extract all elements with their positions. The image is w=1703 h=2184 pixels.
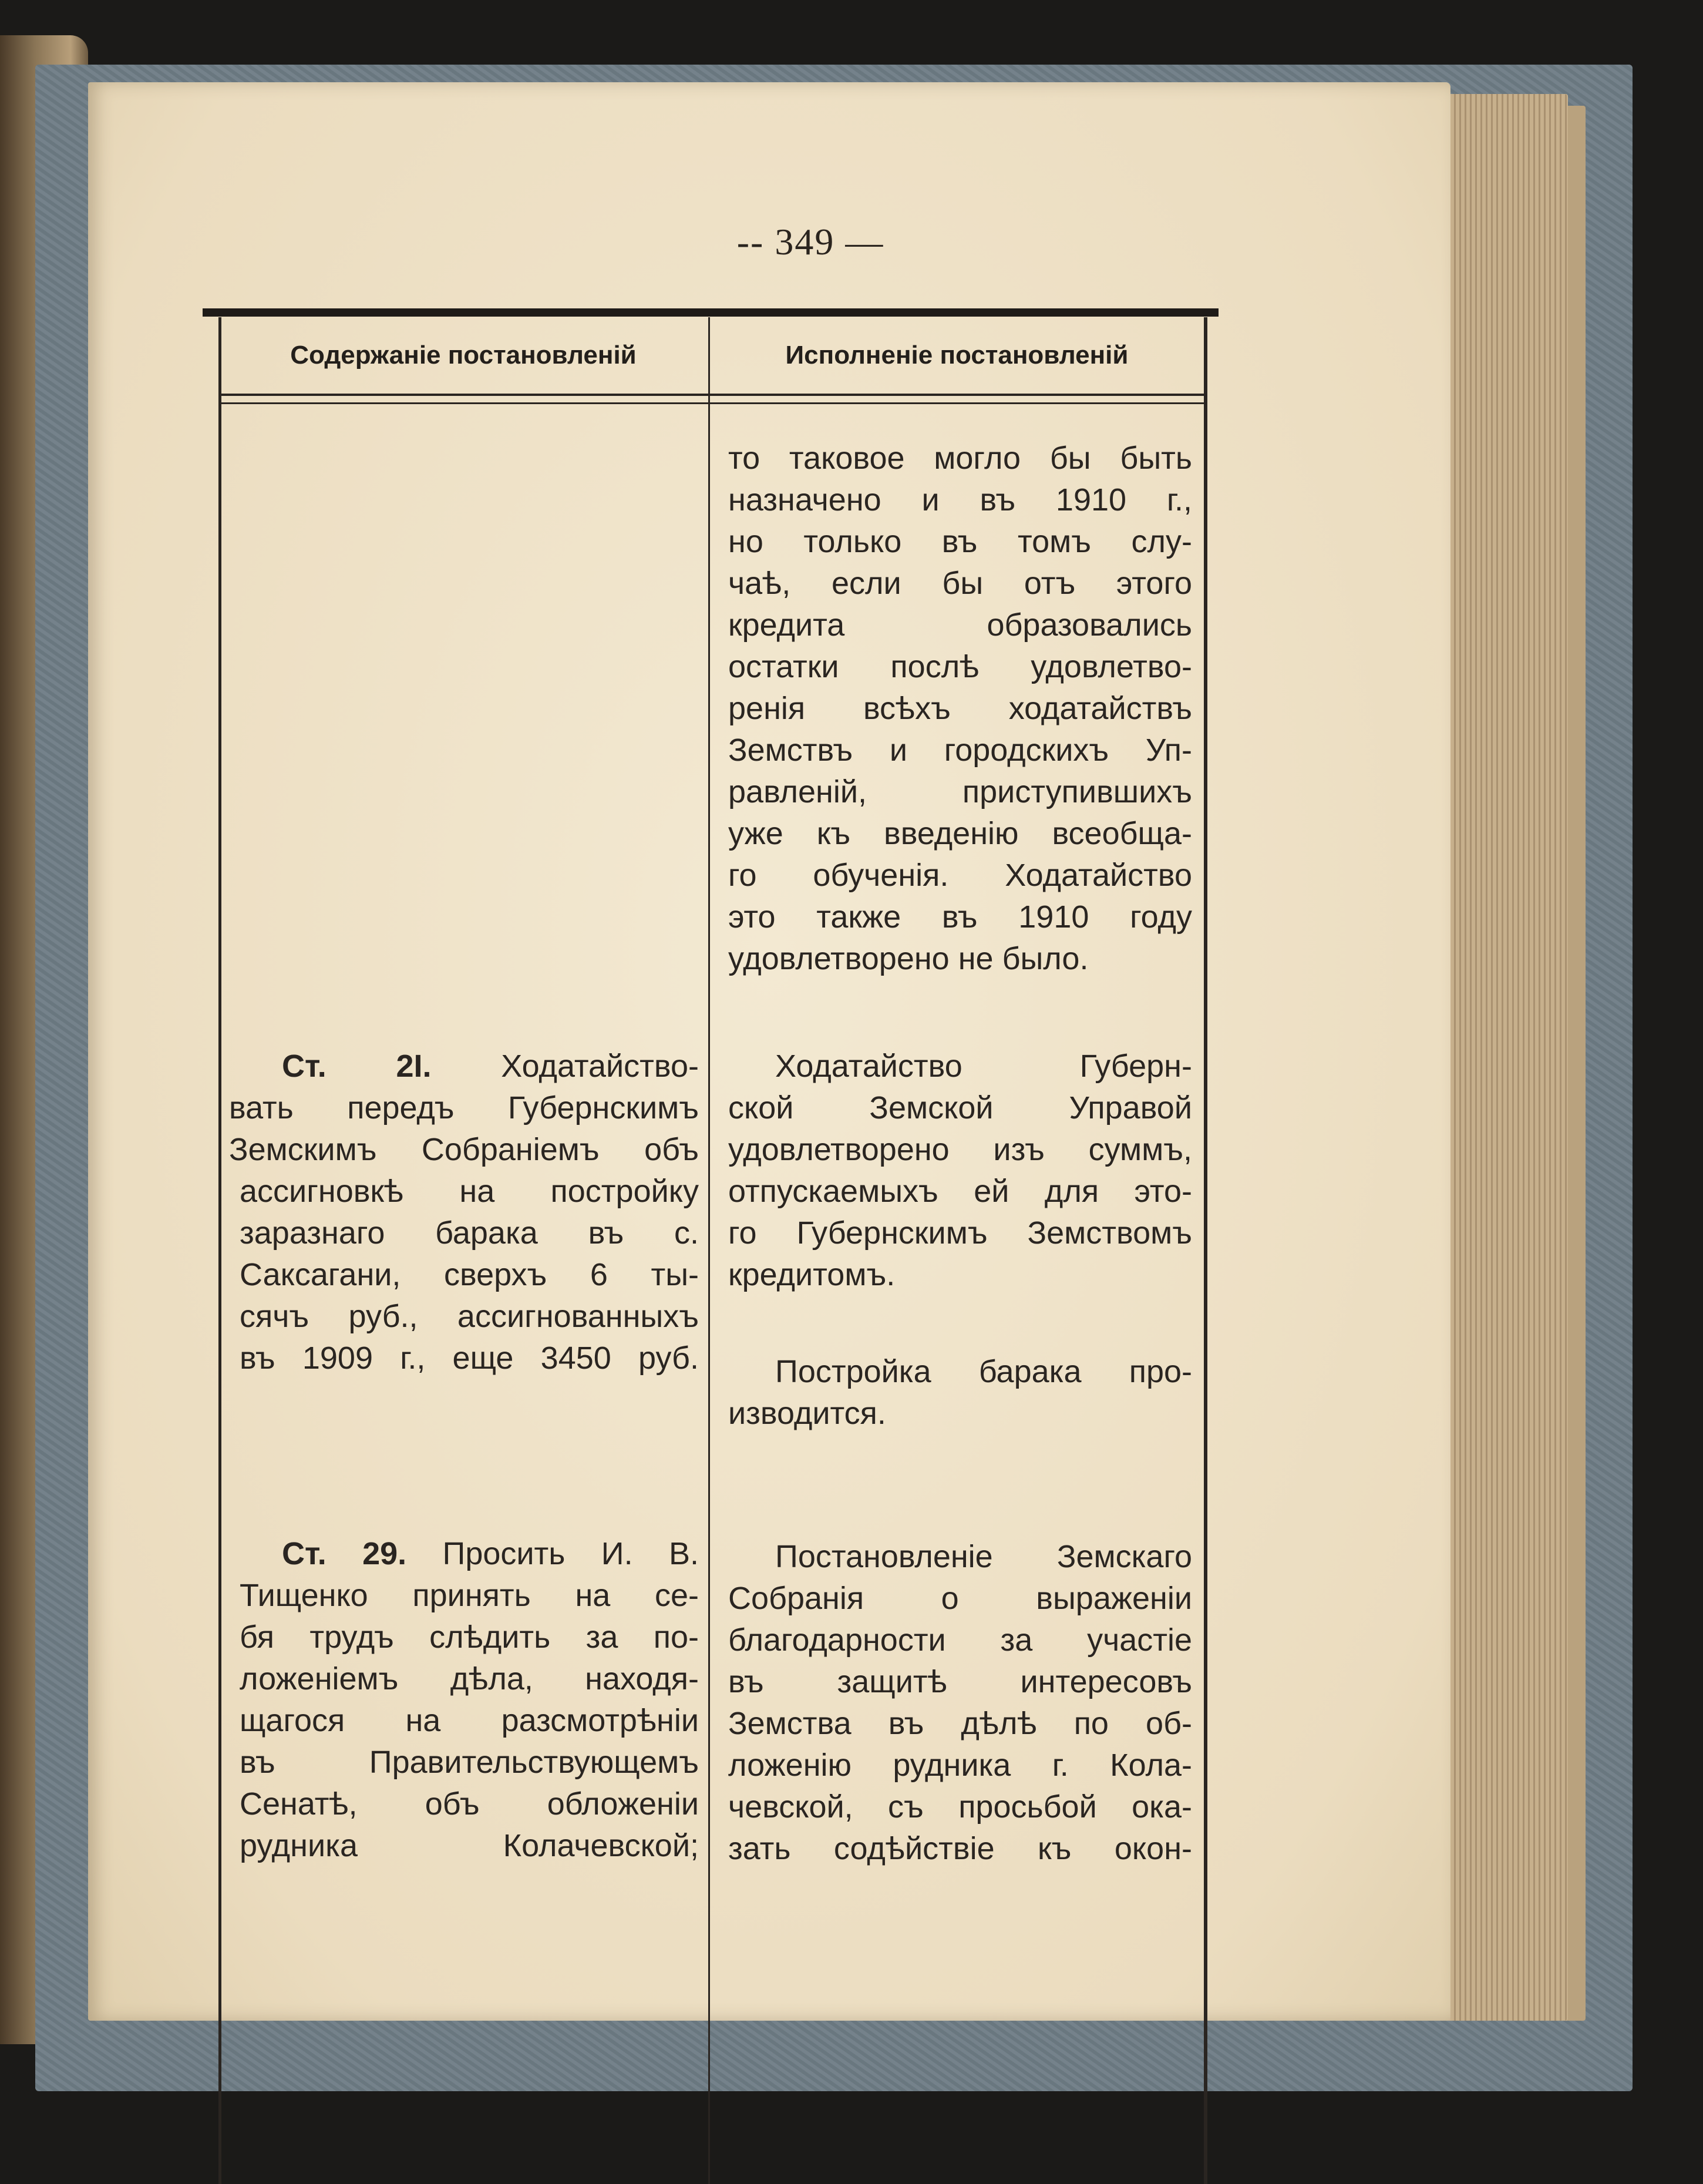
text-line: остатки послѣ удовлетво-: [728, 649, 1192, 684]
text-line: ложеніемъ дѣла, находя-: [240, 1661, 699, 1696]
text-line: заразнаго барака въ с.: [240, 1215, 699, 1251]
text-line: Земства въ дѣлѣ по об-: [728, 1706, 1192, 1741]
article-number: Ст. 29.: [282, 1536, 407, 1571]
text-line: но только въ томъ слу-: [728, 524, 1192, 559]
text-line: это также въ 1910 году: [728, 899, 1192, 935]
text-line: кредитомъ.: [728, 1257, 896, 1292]
text-line: чевской, съ просьбой ока-: [728, 1789, 1192, 1825]
table-right-border: [1204, 317, 1207, 2184]
column-header-execution: Исполненіе постановленій: [785, 341, 1129, 369]
text-line: чаѣ, если бы отъ этого: [728, 566, 1192, 601]
text-line: ренія всѣхъ ходатайствъ: [728, 691, 1192, 726]
text-line: рудника Колачевской;: [240, 1828, 699, 1863]
text-line: Саксагани, сверхъ 6 ты-: [240, 1257, 699, 1292]
text-line: бя трудъ слѣдить за по-: [240, 1619, 699, 1655]
text-line: удовлетворено изъ суммъ,: [728, 1132, 1192, 1167]
text-line: въ Правительствующемъ: [240, 1745, 699, 1780]
text-line: въ защитѣ интересовъ: [728, 1664, 1192, 1699]
article-number: Ст. 2І.: [282, 1049, 432, 1084]
text-line: Сенатѣ, объ обложеніи: [240, 1786, 699, 1822]
text-line: го обученія. Ходатайство: [728, 858, 1192, 893]
execution-paragraph-3: [728, 1351, 1192, 1434]
text-line: равленій, приступившихъ: [728, 774, 1192, 809]
header-rule-double: [218, 402, 1207, 404]
text-line: Постановленіе Земскаго: [775, 1539, 1192, 1574]
text-line: ской Земской Управой: [728, 1090, 1192, 1125]
text-line: Собранія о выраженіи: [728, 1581, 1192, 1616]
text-line: зать содѣйствіе къ окон-: [728, 1831, 1192, 1866]
execution-paragraph-4: [728, 1536, 1192, 1870]
resolution-article-29: [229, 1533, 699, 1867]
table-left-border: [218, 317, 221, 2184]
text-line: [229, 1046, 699, 1087]
text-line: кредита образовались: [728, 607, 1192, 643]
text-segment: Ходатайство-: [501, 1049, 699, 1084]
text-line: сячъ руб., ассигнованныхъ: [240, 1299, 699, 1334]
text-line: то таковое могло бы быть: [728, 441, 1192, 476]
text-line: щагося на разсмотрѣніи: [240, 1703, 699, 1738]
text-line: вать передъ Губернскимъ: [229, 1090, 699, 1125]
text-line: ассигновкѣ на постройку: [240, 1174, 699, 1209]
table-column-divider: [708, 317, 710, 2184]
text-line: отпускаемыхъ ей для это-: [728, 1174, 1192, 1209]
column-header-contents: Содержаніе постановленій: [290, 341, 637, 369]
text-line: ложенію рудника г. Кола-: [728, 1748, 1192, 1783]
resolution-article-21: [229, 1046, 699, 1379]
header-rule: [218, 394, 1207, 396]
text-segment: Просить И. В.: [442, 1536, 699, 1571]
page-number: -- 349 —: [736, 221, 884, 263]
text-line: Земствъ и городскихъ Уп-: [728, 733, 1192, 768]
text-line: назначено и въ 1910 г.,: [728, 482, 1192, 518]
text-line: Постройка барака про-: [775, 1354, 1192, 1389]
page-edges: [1450, 94, 1568, 2021]
text-line: Тищенко принять на се-: [240, 1578, 699, 1613]
text-line: го Губернскимъ Земствомъ: [728, 1215, 1192, 1251]
text-line: Земскимъ Собраніемъ объ: [229, 1132, 699, 1167]
text-line: [229, 1533, 699, 1575]
text-line: удовлетворено не было.: [728, 941, 1089, 976]
text-line: Ходатайство Губерн-: [775, 1049, 1192, 1084]
text-line: уже къ введенію всеобща-: [728, 816, 1192, 851]
execution-paragraph-2: [728, 1046, 1192, 1296]
execution-paragraph-1: [728, 438, 1192, 980]
text-line: изводится.: [728, 1396, 886, 1431]
text-line: въ 1909 г., еще 3450 руб.: [240, 1340, 699, 1376]
table-top-rule: [203, 308, 1219, 317]
text-line: благодарности за участіе: [728, 1622, 1192, 1658]
document-page: [88, 82, 1450, 2021]
